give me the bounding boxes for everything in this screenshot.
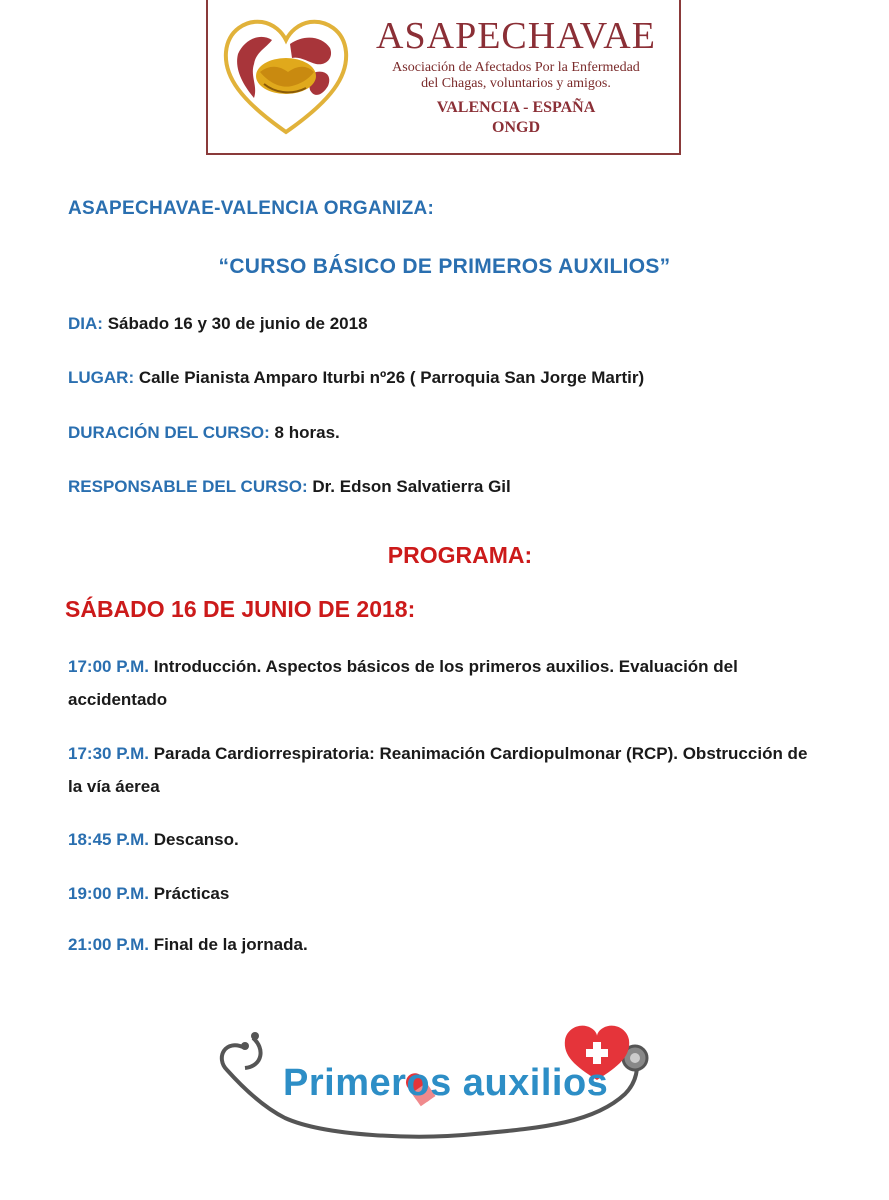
program-item xyxy=(68,877,813,910)
duracion-label: DURACIÓN DEL CURSO: xyxy=(68,423,270,442)
org-subtitle-line2: del Chagas, voluntarios y amigos. xyxy=(421,76,611,91)
program-item xyxy=(68,737,813,803)
dia-label: DIA: xyxy=(68,314,103,333)
header-banner xyxy=(206,0,681,155)
lugar-label: LUGAR: xyxy=(68,368,135,387)
program-item xyxy=(68,823,813,856)
day-heading: SÁBADO 16 DE JUNIO DE 2018: xyxy=(65,596,416,622)
footer-logo-text: Primeros auxilios xyxy=(283,1062,609,1104)
program-item xyxy=(68,928,813,961)
org-name: ASAPECHAVAE xyxy=(376,15,656,57)
org-subtitle-line1: Asociación de Afectados Por la Enfermedad xyxy=(392,60,640,75)
org-subtitle xyxy=(356,60,676,92)
program-item-time: 17:00 P.M. xyxy=(68,657,149,676)
program-item-text: Final de la jornada. xyxy=(153,935,308,954)
dia-value: Sábado 16 y 30 de junio de 2018 xyxy=(107,314,368,333)
program-item-text: Descanso. xyxy=(153,830,239,849)
org-location: VALENCIA - ESPAÑA xyxy=(436,99,596,116)
detail-duracion xyxy=(68,423,340,443)
program-item-time: 19:00 P.M. xyxy=(68,884,149,903)
detail-dia xyxy=(68,314,368,334)
heart-world-handshake-icon xyxy=(220,14,352,138)
program-item xyxy=(68,650,813,716)
organizer-heading: ASAPECHAVAE-VALENCIA ORGANIZA: xyxy=(68,198,435,219)
program-item-time: 17:30 P.M. xyxy=(68,744,149,763)
program-item-text: Prácticas xyxy=(153,884,230,903)
program-item-time: 21:00 P.M. xyxy=(68,935,149,954)
program-item-text: Introducción. Aspectos básicos de los primeros auxilios. Evaluación del accidentado xyxy=(68,657,738,709)
program-item-text: Parada Cardiorrespiratoria: Reanimación Cardiopulmonar (RCP). Obstrucción de la vía áerea xyxy=(68,744,808,796)
course-title: “CURSO BÁSICO DE PRIMEROS AUXILIOS” xyxy=(218,255,671,278)
responsable-value: Dr. Edson Salvatierra Gil xyxy=(312,477,511,496)
program-item-time: 18:45 P.M. xyxy=(68,830,149,849)
org-type: ONGD xyxy=(492,119,540,136)
detail-responsable xyxy=(68,477,511,497)
program-heading: PROGRAMA: xyxy=(387,542,533,568)
duracion-value: 8 horas. xyxy=(274,423,340,442)
org-location-block xyxy=(356,98,676,138)
lugar-value: Calle Pianista Amparo Iturbi nº26 ( Parroquia San Jorge Martir) xyxy=(138,368,645,387)
responsable-label: RESPONSABLE DEL CURSO: xyxy=(68,477,308,496)
detail-lugar xyxy=(68,368,644,388)
